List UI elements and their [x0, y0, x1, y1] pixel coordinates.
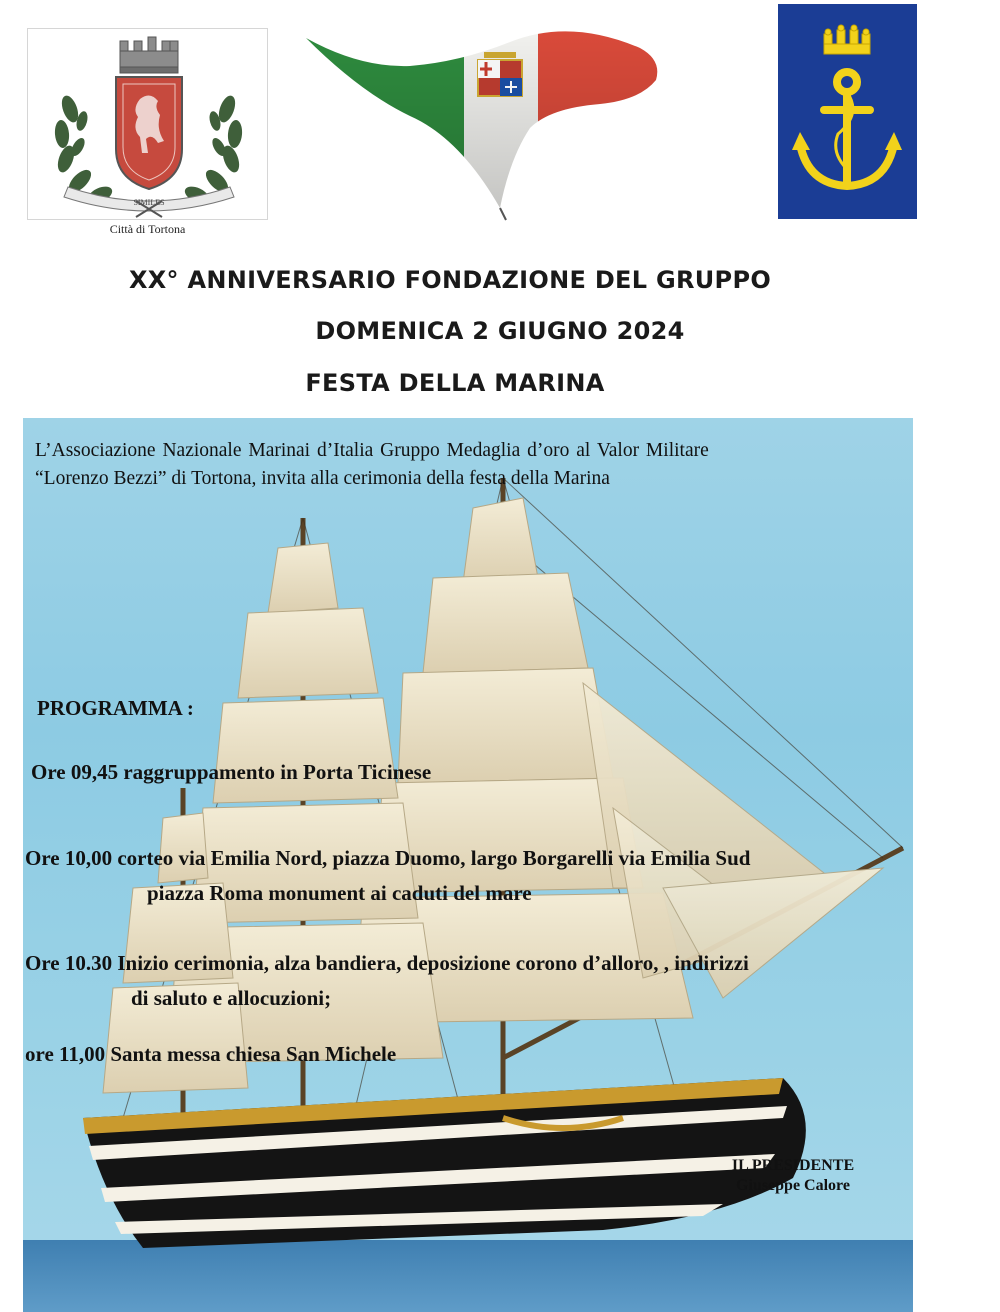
anchor-icon	[778, 4, 917, 219]
crest-motto: SIMILES	[133, 198, 165, 207]
ship-poster	[23, 418, 913, 1312]
signature-name: Giuseppe Calore	[736, 1177, 850, 1194]
program-item-3-line-2: di saluto e allocuzioni;	[131, 986, 332, 1010]
programma-title: PROGRAMMA :	[37, 696, 194, 720]
crest-caption: Città di Tortona	[109, 222, 186, 236]
program-item-1: Ore 09,45 raggruppamento in Porta Ticinese	[31, 760, 432, 784]
program-item-3-line-1: Ore 10.30 Inizio cerimonia, alza bandiera, deposizione corono d’alloro, , indirizzi	[25, 951, 749, 975]
intro-line-1: L’Associazione Nazionale Marinai d’Italia Gruppo Medaglia d’oro al Valor Militare	[35, 440, 709, 461]
italian-navy-flag-icon	[300, 8, 662, 223]
anchor-logo	[778, 4, 917, 219]
tortona-crest-logo	[27, 28, 268, 220]
tortona-crest-icon	[28, 29, 269, 221]
program-item-2-line-2: piazza Roma monument ai caduti del mare	[147, 881, 532, 905]
title-anniversary: XX° ANNIVERSARIO FONDAZIONE DEL GRUPPO	[128, 266, 772, 294]
signature-block	[688, 1156, 898, 1196]
navy-flag-image	[300, 8, 662, 223]
program-item-2-line-1: Ore 10,00 corteo via Emilia Nord, piazza Duomo, largo Borgarelli via Emilia Sud	[25, 846, 751, 870]
title-event: FESTA DELLA MARINA	[305, 369, 605, 397]
signature-role: IL PRESIDENTE	[731, 1157, 855, 1174]
title-date: DOMENICA 2 GIUGNO 2024	[315, 317, 685, 345]
intro-line-2: “Lorenzo Bezzi” di Tortona, invita alla cerimonia della festa della Marina	[35, 468, 610, 489]
program-item-4: ore 11,00 Santa messa chiesa San Michele	[25, 1042, 397, 1066]
